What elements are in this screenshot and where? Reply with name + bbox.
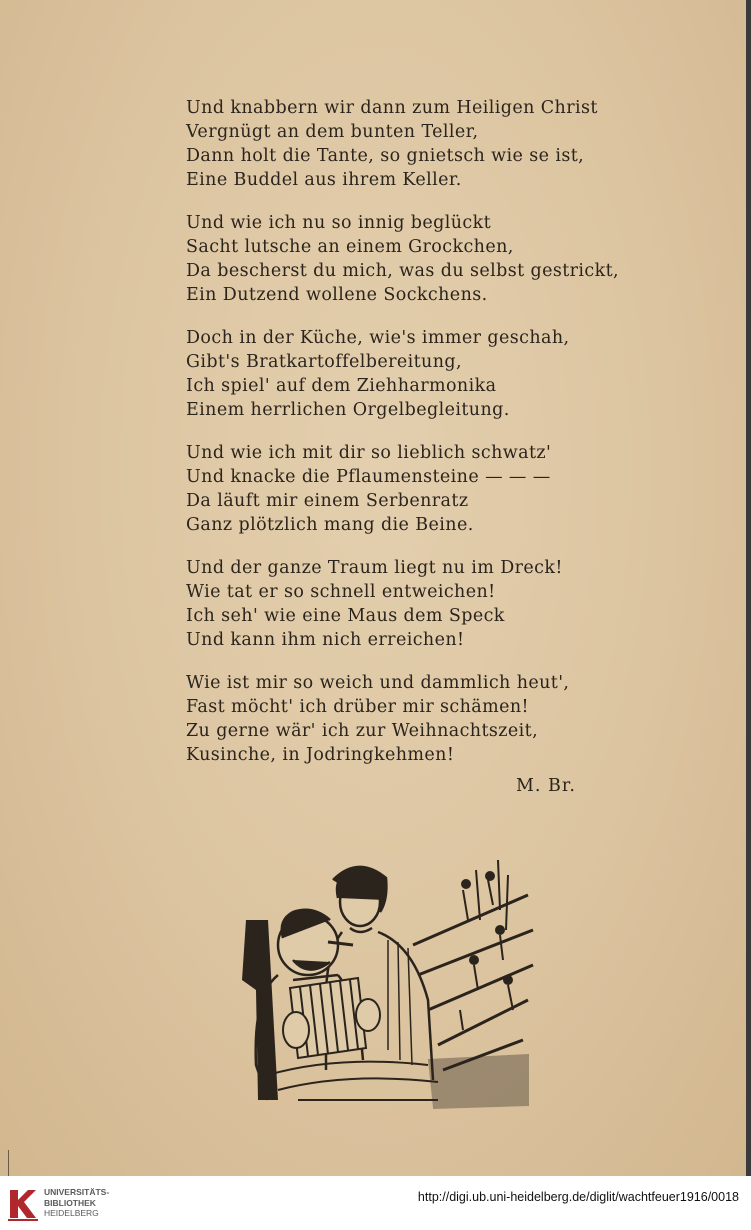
stanza-6 (186, 671, 586, 767)
poem-line: Vergnügt an dem bunten Teller, (186, 122, 479, 142)
stanza-5 (186, 556, 586, 652)
institution-line: UNIVERSITÄTS- (44, 1187, 110, 1197)
accordion-couple-christmas-tree-illustration (238, 850, 538, 1115)
heidelberg-university-logo-icon[interactable] (6, 1184, 40, 1222)
poem-line: Fast möcht' ich drüber mir schämen! (186, 697, 529, 717)
poem-line: Sacht lutsche an einem Grockchen, (186, 237, 514, 257)
poem-line: Ein Dutzend wollene Sockchens. (186, 285, 488, 305)
table-icon (268, 1055, 528, 1108)
poem-line: Wie tat er so schnell entweichen! (186, 582, 496, 602)
poem-line: Und kann ihm nich erreichen! (186, 630, 465, 650)
poem-line: Und knabbern wir dann zum Heiligen Christ (186, 98, 598, 118)
institution-line: HEIDELBERG (44, 1208, 99, 1218)
poem-line: Da bescherst du mich, was du selbst gestrickt, (186, 261, 619, 281)
author-signature: M. Br. (516, 776, 576, 796)
poem-line: Gibt's Bratkartoffelbereitung, (186, 352, 462, 372)
library-footer (0, 1176, 751, 1230)
poem-line: Eine Buddel aus ihrem Keller. (186, 170, 462, 190)
poem-line: Ich seh' wie eine Maus dem Speck (186, 606, 505, 626)
poem-line: Und wie ich mit dir so lieblich schwatz' (186, 443, 552, 463)
poem-line: Einem herrlichen Orgelbegleitung. (186, 400, 510, 420)
poem (186, 96, 619, 786)
scan-edge (746, 0, 751, 1176)
poem-line: Da läuft mir einem Serbenratz (186, 491, 469, 511)
poem-line: Doch in der Küche, wie's immer geschah, (186, 328, 570, 348)
poem-line: Und wie ich nu so innig beglückt (186, 213, 492, 233)
source-url-link[interactable]: http://digi.ub.uni-heidelberg.de/diglit/wachtfeuer1916/0018 (417, 1190, 739, 1204)
stanza-2 (186, 211, 619, 307)
poem-line: Ganz plötzlich mang die Beine. (186, 515, 474, 535)
poem-line: Wie ist mir so weich und dammlich heut', (186, 673, 570, 693)
scan-mark (8, 1150, 9, 1176)
institution-line: BIBLIOTHEK (44, 1197, 96, 1208)
poem-line: Kusinche, in Jodringkehmen! (186, 745, 455, 765)
poem-line: Und knacke die Pflaumensteine — — — (186, 467, 551, 487)
poem-line: Und der ganze Traum liegt nu im Dreck! (186, 558, 563, 578)
poem-line: Dann holt die Tante, so gnietsch wie se ist, (186, 146, 585, 166)
stanza-4 (186, 441, 586, 537)
poem-line: Ich spiel' auf dem Ziehharmonika (186, 376, 497, 396)
poem-line: Zu gerne wär' ich zur Weihnachtszeit, (186, 721, 539, 741)
stanza-3 (186, 326, 586, 422)
stanza-1 (186, 96, 598, 192)
institution-name (44, 1187, 109, 1219)
